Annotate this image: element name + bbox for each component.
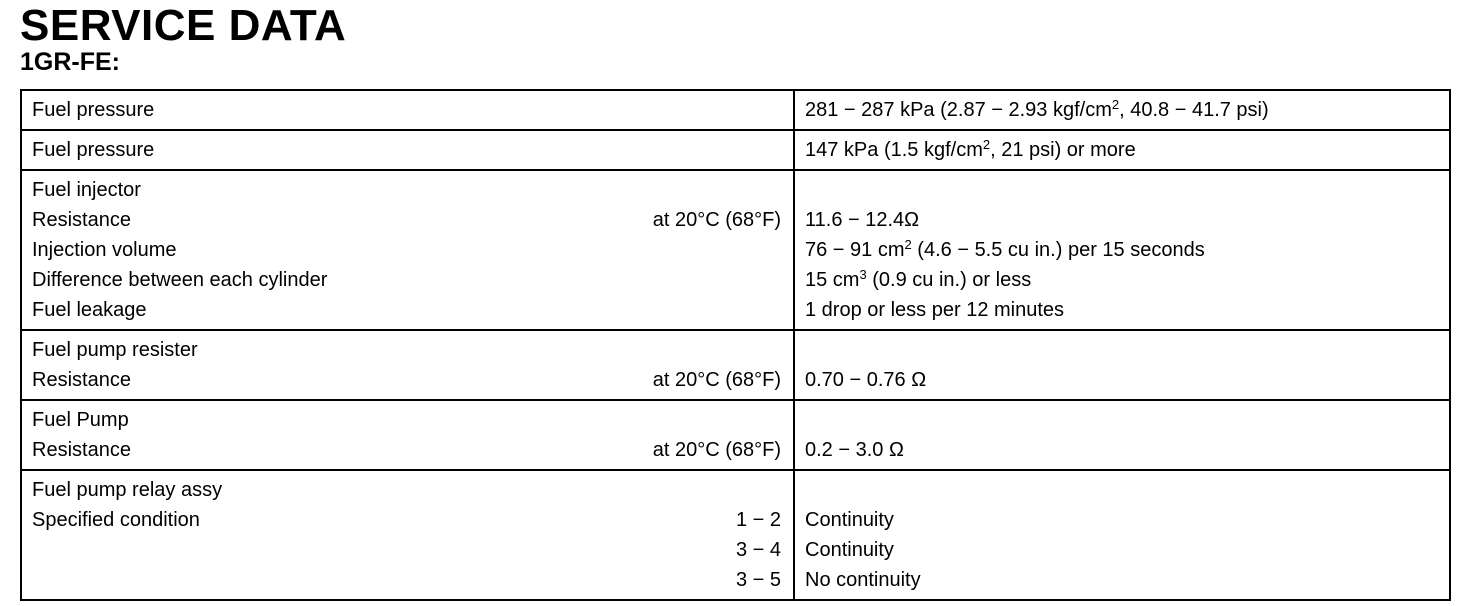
spec-value-suffix: (0.9 cu in.) or less	[866, 269, 1032, 291]
spec-item-line	[32, 475, 781, 505]
spec-item-cell	[21, 470, 794, 600]
spec-item-line	[32, 135, 781, 165]
spec-item-line	[32, 335, 781, 365]
spec-item-line	[32, 265, 781, 295]
spec-label: Fuel pump relay assy	[32, 479, 223, 501]
spec-value: 15 cm	[805, 269, 860, 291]
spec-value-line	[805, 295, 1439, 325]
spec-item-line	[32, 535, 781, 565]
spec-item-cell	[21, 130, 794, 170]
spec-value-line	[805, 175, 1439, 205]
spec-condition: at 20°C (68°F)	[652, 369, 781, 391]
spec-value: No continuity	[805, 569, 921, 591]
spec-label: Resistance	[32, 369, 131, 391]
spec-value-exponent: 2	[982, 137, 991, 152]
spec-label: Fuel pressure	[32, 139, 155, 161]
spec-item-line	[32, 175, 781, 205]
spec-item-cell	[21, 170, 794, 330]
spec-value: 0.2 − 3.0 Ω	[805, 439, 904, 461]
spec-value-cell	[794, 400, 1450, 470]
spec-value-line	[805, 565, 1439, 595]
spec-label: Injection volume	[32, 239, 177, 261]
spec-value-cell	[794, 90, 1450, 130]
spec-value-exponent: 2	[1111, 97, 1120, 112]
table-body	[21, 90, 1450, 600]
spec-value-line	[805, 505, 1439, 535]
spec-item-line	[32, 435, 781, 465]
spec-item-line	[32, 405, 781, 435]
spec-value-line	[805, 135, 1439, 165]
table-row	[21, 470, 1450, 600]
table-row	[21, 130, 1450, 170]
spec-item-cell	[21, 90, 794, 130]
spec-label: Resistance	[32, 439, 131, 461]
spec-item-cell	[21, 330, 794, 400]
spec-label: Difference between each cylinder	[32, 269, 328, 291]
spec-value-line	[805, 535, 1439, 565]
spec-value: Continuity	[805, 539, 894, 561]
spec-value-line	[805, 435, 1439, 465]
spec-item-line	[32, 235, 781, 265]
spec-value-line	[805, 335, 1439, 365]
spec-value: 76 − 91 cm	[805, 239, 905, 261]
spec-label: Fuel pressure	[32, 99, 155, 121]
spec-condition: 1 − 2	[735, 509, 781, 531]
spec-item-line	[32, 95, 781, 125]
spec-item-line	[32, 505, 781, 535]
spec-label: Fuel pump resister	[32, 339, 198, 361]
spec-value-line	[805, 95, 1439, 125]
spec-value-cell	[794, 470, 1450, 600]
spec-value-exponent: 2	[904, 237, 912, 252]
spec-value-line	[805, 475, 1439, 505]
spec-value-suffix: , 21 psi) or more	[990, 139, 1136, 161]
table-row	[21, 400, 1450, 470]
spec-value: 11.6 − 12.4Ω	[805, 209, 920, 231]
spec-item-line	[32, 565, 781, 595]
spec-value: 147 kPa (1.5 kgf/cm	[805, 139, 983, 161]
table-row	[21, 90, 1450, 130]
spec-condition: at 20°C (68°F)	[652, 439, 781, 461]
spec-item-cell	[21, 400, 794, 470]
spec-label: Fuel injector	[32, 179, 141, 201]
spec-label: Specified condition	[32, 509, 200, 531]
spec-value-line	[805, 405, 1439, 435]
spec-item-line	[32, 205, 781, 235]
spec-item-line	[32, 365, 781, 395]
spec-label: Resistance	[32, 209, 131, 231]
spec-value-line	[805, 265, 1439, 295]
table-row	[21, 170, 1450, 330]
spec-item-line	[32, 295, 781, 325]
spec-value-cell	[794, 130, 1450, 170]
service-data-table	[20, 89, 1451, 601]
spec-value-line	[805, 365, 1439, 395]
spec-value-line	[805, 235, 1439, 265]
spec-value-line	[805, 205, 1439, 235]
spec-condition: 3 − 5	[735, 569, 781, 591]
engine-code: 1GR-FE:	[20, 48, 120, 76]
spec-value-cell	[794, 170, 1450, 330]
spec-value: 1 drop or less per 12 minutes	[805, 299, 1065, 321]
spec-value: 0.70 − 0.76 Ω	[805, 369, 927, 391]
page-title: SERVICE DATA	[20, 1, 347, 50]
spec-value-suffix: , 40.8 − 41.7 psi)	[1119, 99, 1269, 121]
spec-value: 281 − 287 kPa (2.87 − 2.93 kgf/cm	[805, 99, 1112, 121]
spec-value-suffix: (4.6 − 5.5 cu in.) per 15 seconds	[911, 239, 1205, 261]
spec-value-exponent: 3	[859, 267, 867, 282]
spec-value: Continuity	[805, 509, 894, 531]
spec-label: Fuel leakage	[32, 299, 147, 321]
spec-condition: 3 − 4	[735, 539, 781, 561]
spec-label: Fuel Pump	[32, 409, 129, 431]
table-row	[21, 330, 1450, 400]
spec-condition: at 20°C (68°F)	[652, 209, 781, 231]
spec-value-cell	[794, 330, 1450, 400]
